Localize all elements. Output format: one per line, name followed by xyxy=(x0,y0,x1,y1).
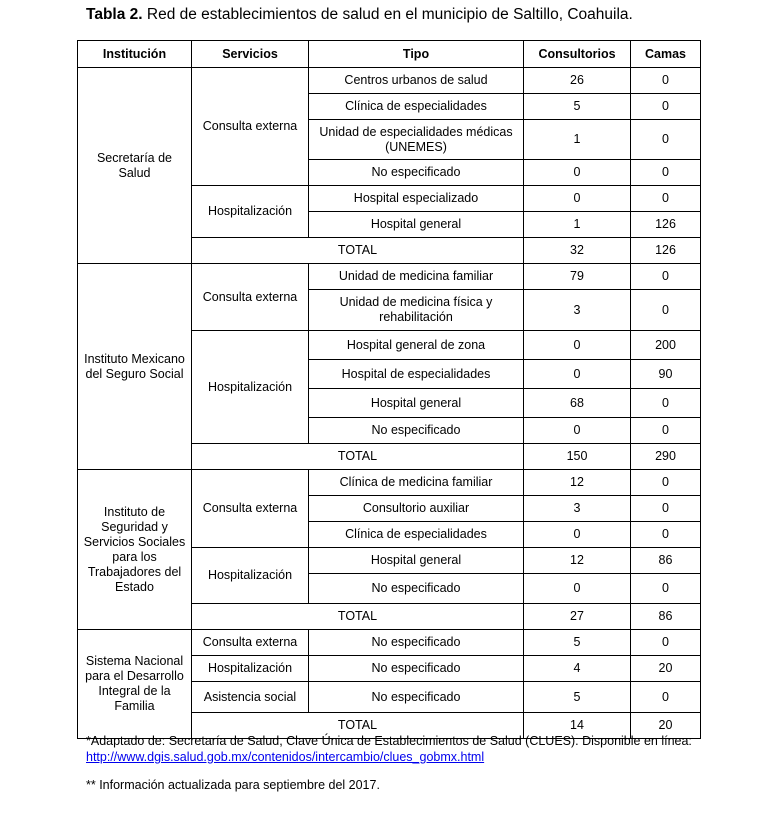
update-note: ** Información actualizada para septiembre del 2017. xyxy=(86,778,380,792)
consultorios-cell: 5 xyxy=(524,630,631,656)
consultorios-cell: 3 xyxy=(524,290,631,331)
type-cell: Hospital general xyxy=(309,389,524,418)
consultorios-cell: 0 xyxy=(524,160,631,186)
camas-cell: 0 xyxy=(631,389,701,418)
consultorios-cell: 0 xyxy=(524,360,631,389)
consultorios-cell: 12 xyxy=(524,548,631,574)
type-cell: Unidad de especialidades médicas (UNEMES) xyxy=(309,120,524,160)
source-note-text: *Adaptado de: Secretaría de Salud, Clave Única de Establecimientos de Salud (CLUES). Disponible en línea: xyxy=(86,734,692,748)
service-cell: Consulta externa xyxy=(192,470,309,548)
institution-cell: Instituto Mexicano del Seguro Social xyxy=(78,264,192,470)
type-cell: Unidad de medicina familiar xyxy=(309,264,524,290)
camas-cell: 0 xyxy=(631,264,701,290)
total-label: TOTAL xyxy=(192,238,524,264)
type-cell: Hospital especializado xyxy=(309,186,524,212)
consultorios-cell: 12 xyxy=(524,470,631,496)
type-cell: Unidad de medicina física y rehabilitación xyxy=(309,290,524,331)
consultorios-cell: 3 xyxy=(524,496,631,522)
type-cell: No especificado xyxy=(309,630,524,656)
type-cell: Consultorio auxiliar xyxy=(309,496,524,522)
consultorios-cell: 68 xyxy=(524,389,631,418)
consultorios-cell: 1 xyxy=(524,120,631,160)
type-cell: No especificado xyxy=(309,418,524,444)
total-camas: 290 xyxy=(631,444,701,470)
total-label: TOTAL xyxy=(192,713,524,739)
header-camas: Camas xyxy=(631,41,701,68)
camas-cell: 0 xyxy=(631,94,701,120)
consultorios-cell: 0 xyxy=(524,522,631,548)
camas-cell: 0 xyxy=(631,522,701,548)
consultorios-cell: 0 xyxy=(524,418,631,444)
total-label: TOTAL xyxy=(192,604,524,630)
service-cell: Consulta externa xyxy=(192,68,309,186)
consultorios-cell: 5 xyxy=(524,682,631,713)
consultorios-cell: 1 xyxy=(524,212,631,238)
total-camas: 126 xyxy=(631,238,701,264)
type-cell: Hospital general xyxy=(309,548,524,574)
consultorios-cell: 5 xyxy=(524,94,631,120)
camas-cell: 0 xyxy=(631,470,701,496)
type-cell: No especificado xyxy=(309,656,524,682)
caption-label: Tabla 2. xyxy=(86,6,143,23)
type-cell: No especificado xyxy=(309,160,524,186)
table-row xyxy=(78,68,701,94)
camas-cell: 0 xyxy=(631,630,701,656)
caption-title: Red de establecimientos de salud en el municipio de Saltillo, Coahuila. xyxy=(146,6,633,23)
camas-cell: 0 xyxy=(631,496,701,522)
service-cell: Hospitalización xyxy=(192,656,309,682)
camas-cell: 20 xyxy=(631,656,701,682)
total-camas: 86 xyxy=(631,604,701,630)
table-row xyxy=(78,264,701,290)
type-cell: No especificado xyxy=(309,574,524,604)
camas-cell: 0 xyxy=(631,574,701,604)
camas-cell: 0 xyxy=(631,186,701,212)
service-cell: Hospitalización xyxy=(192,548,309,604)
camas-cell: 126 xyxy=(631,212,701,238)
consultorios-cell: 79 xyxy=(524,264,631,290)
consultorios-cell: 4 xyxy=(524,656,631,682)
total-consultorios: 14 xyxy=(524,713,631,739)
service-cell: Hospitalización xyxy=(192,331,309,444)
service-cell: Hospitalización xyxy=(192,186,309,238)
camas-cell: 0 xyxy=(631,160,701,186)
consultorios-cell: 0 xyxy=(524,331,631,360)
total-camas: 20 xyxy=(631,713,701,739)
total-consultorios: 150 xyxy=(524,444,631,470)
total-label: TOTAL xyxy=(192,444,524,470)
consultorios-cell: 26 xyxy=(524,68,631,94)
type-cell: Clínica de especialidades xyxy=(309,522,524,548)
camas-cell: 0 xyxy=(631,290,701,331)
table-caption xyxy=(86,6,633,24)
service-cell: Consulta externa xyxy=(192,264,309,331)
institution-cell: Instituto de Seguridad y Servicios Sociales para los Trabajadores del Estado xyxy=(78,470,192,630)
header-servicios: Servicios xyxy=(192,41,309,68)
total-consultorios: 32 xyxy=(524,238,631,264)
camas-cell: 0 xyxy=(631,120,701,160)
camas-cell: 0 xyxy=(631,418,701,444)
camas-cell: 200 xyxy=(631,331,701,360)
header-row xyxy=(78,41,701,68)
camas-cell: 0 xyxy=(631,68,701,94)
consultorios-cell: 0 xyxy=(524,574,631,604)
header-consultorios: Consultorios xyxy=(524,41,631,68)
type-cell: Hospital de especialidades xyxy=(309,360,524,389)
total-consultorios: 27 xyxy=(524,604,631,630)
type-cell: Clínica de especialidades xyxy=(309,94,524,120)
source-note xyxy=(86,733,696,765)
camas-cell: 0 xyxy=(631,682,701,713)
service-cell: Consulta externa xyxy=(192,630,309,656)
type-cell: Hospital general de zona xyxy=(309,331,524,360)
header-institucion: Institución xyxy=(78,41,192,68)
header-tipo: Tipo xyxy=(309,41,524,68)
health-establishments-table xyxy=(77,40,701,739)
institution-cell: Sistema Nacional para el Desarrollo Integral de la Familia xyxy=(78,630,192,739)
type-cell: No especificado xyxy=(309,682,524,713)
table-row xyxy=(78,630,701,656)
camas-cell: 90 xyxy=(631,360,701,389)
consultorios-cell: 0 xyxy=(524,186,631,212)
type-cell: Hospital general xyxy=(309,212,524,238)
clues-link[interactable]: http://www.dgis.salud.gob.mx/contenidos/intercambio/clues_gobmx.html xyxy=(86,750,485,764)
table-row xyxy=(78,470,701,496)
type-cell: Clínica de medicina familiar xyxy=(309,470,524,496)
type-cell: Centros urbanos de salud xyxy=(309,68,524,94)
camas-cell: 86 xyxy=(631,548,701,574)
service-cell: Asistencia social xyxy=(192,682,309,713)
institution-cell: Secretaría de Salud xyxy=(78,68,192,264)
